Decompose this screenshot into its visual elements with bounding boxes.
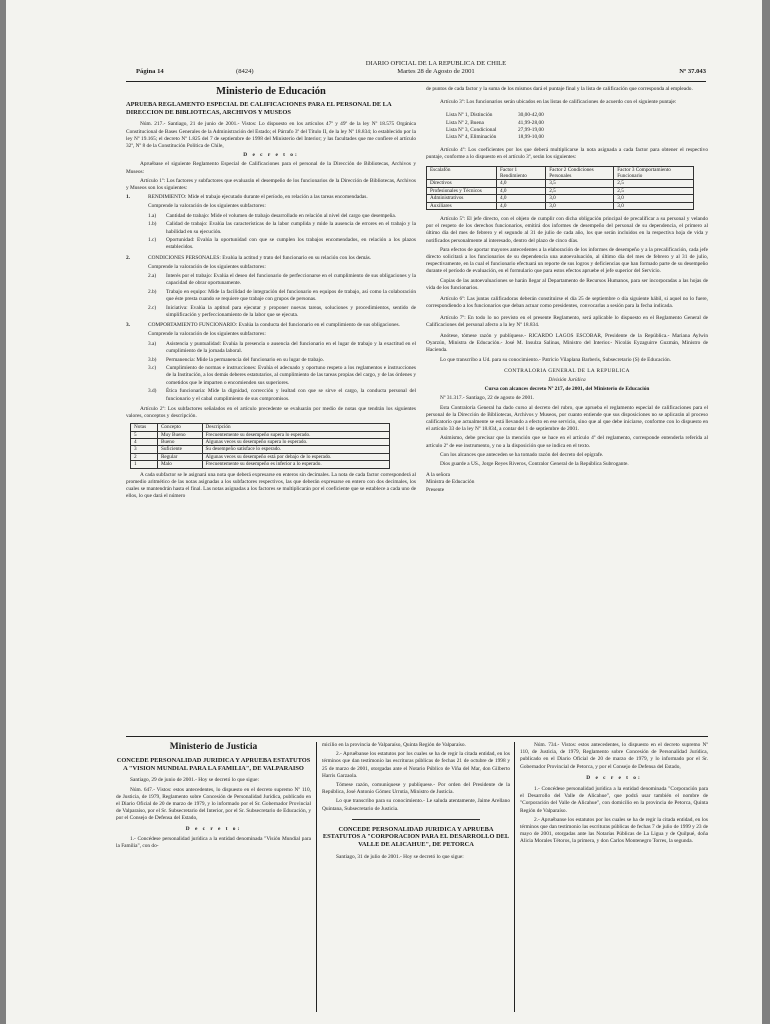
paragraph: Artículo 6º: Las juntas calificadoras deberán constituirse el día 25 de septiembre o día siguiente hábil, si aquel no lo fuere, correspondiendo a los funcionarios que deban actuar como presidentes, convocarlas a sesión para la fecha indicada. (426, 296, 708, 310)
paragraph: Con los alcances que anteceden se ha tomado razón del decreto del epígrafe. (440, 451, 604, 458)
paragraph: 2.- Apruébanse los estatutos por los cuales se ha de regir la citada entidad, en los términos que dan testimonio las escrituras públicas de fechas 21 de octubre de 1998 y 25 de marzo de 2001, otorgadas ante el Notario Público de Viña del Mar, don Gilberto Harris Garzaola. (322, 751, 510, 779)
paragraph: Artículo 5º: El jefe directo, con el objeto de cumplir con dicha obligación principal de precalificar a su personal y velando por el respeto de los derechos funcionarios, emitirá dos informes de desempeño del personal de su dependencia, el primero al último día del mes de febrero y el segundo al 31 de julio de cada año, los que serán incluidos en la respectiva hoja de vida y notificados personalmente al interesado, dentro del plazo de cinco días. (426, 216, 708, 244)
paragraph: 1.- Concédese personalidad jurídica a la entidad denominada "Visión Mundial para la Familia", con do- (116, 835, 311, 850)
subfactor-item: 3.a) Asistencia y puntualidad: Evalúa la presencia o ausencia del funcionario en el lugar de trabajo y la exactitud en el cumplimiento de la jornada laboral. (148, 340, 416, 354)
paragraph: Dios guarde a US., Jorge Reyes Riveros, Contralor General de la República Subrogante. (440, 460, 629, 467)
publication-title: DIARIO OFICIAL DE LA REPUBLICA DE CHILE (365, 60, 507, 67)
factor-item: 2. CONDICIONES PERSONALES: Evalúa la actitud y trato del funcionario en su relación con los demás. (126, 254, 372, 261)
subfactor-item: 1.c) Oportunidad: Evalúa la oportunidad con que se cumplen los trabajos encomendados, en relación a los plazos establecidos. (148, 237, 416, 251)
paragraph: Copias de las autoevaluaciones se harán llegar al Departamento de Recursos Humanos, para ser incorporadas a las hojas de vida de los funcionarios. (426, 277, 708, 291)
paragraph: Santiago, 29 de junio de 2001.- Hoy se decretó lo que sigue: (130, 777, 259, 784)
paragraph: Tómese razón, comuníquese y publíquese.- Por orden del Presidente de la República, José Antonio Gómez Urrutia, Ministro de Justicia. (322, 782, 510, 796)
table-row: Auxiliares 4,0 3,0 3,0 (427, 202, 694, 209)
table-row: Profesionales y Técnicos 4,0 2,5 2,5 (427, 187, 694, 194)
paragraph: Artículo 4º: Los coeficientes por los que deberá multiplicarse la nota asignada a cada factor para obtener el respectivo puntaje, conforme a lo dispuesto en el artículo 3º, serán los siguientes: (426, 147, 708, 161)
factor-note: Comprende la valoración de los siguientes subfactores: (148, 331, 266, 338)
table-row: Directivos 4,0 3,5 2,5 (427, 180, 694, 187)
list-item: Lista Nº 1, Distinción 30,00-42,00 (446, 112, 544, 119)
table-row: 5 Muy Bueno Frecuentemente su desempeño supera lo esperado. (131, 431, 390, 438)
paragraph: Núm. 734.- Vistos: estos antecedentes, lo dispuesto en el decreto supremo Nº 110, de Justicia, de 1979, Reglamento sobre Concesión de Personalidad Jurídica, publicado en el Diario Oficial de 20 de marzo de 1979, y lo informado por el Sr. Gobernador Provincial de Petorca, y por el Consejo de Defensa del Estado, (520, 742, 708, 770)
table-header: Factor 2 Condiciones Personales (546, 166, 614, 180)
paragraph: Esta Contraloría General ha dado curso al decreto del rubro, que aprueba el reglamento especial de calificaciones para el personal de la Dirección de Bibliotecas, Archivos y Museos, por cuanto entiende que sus disposiciones no se aplicarán al proceso calificatorio que actualmente se está llevando a efecto en ese servicio, sino que al que debe iniciarse, conforme con lo dispuesto en el artículo 33 de la ley Nº 18.834, a contar del 1 de septiembre de 2001. (426, 404, 708, 433)
paragraph: A cada subfactor se le asignará una nota que deberá expresarse en enteros sin decimales. La nota de cada factor corresponderá al promedio aritmético de las notas asignadas a los subfactores respectivos, las que deberán expresarse en entero con dos decimales, los cuales se mantendrán hasta el final. Las notas asignadas a los factores se multiplicarán por el coeficiente que se establece a cada uno de ellos, lo que dará el número (126, 471, 416, 500)
factor-item: 1. RENDIMIENTO: Mide el trabajo ejecutado durante el período, en relación a las tareas encomendadas. (126, 194, 368, 201)
ministry-title: Ministerio de Justicia (169, 742, 258, 752)
subfactor-item: 1.a) Cantidad de trabajo: Mide el volumen de trabajo desarrollado en relación al nivel del cargo que desempeña. (148, 212, 397, 219)
section-subtitle: Cursa con alcances decreto Nº 217, de 2001, del Ministerio de Educación (484, 386, 650, 393)
factor-note: Comprende la valoración de los siguientes subfactores: (148, 263, 266, 270)
subfactor-item: 2.c) Iniciativa: Evalúa la aptitud para ejecutar y proponer nuevas tareas, soluciones y procedimientos, sentido de simplificación y perfeccionamiento de la labor que se ejecuta. (148, 304, 416, 319)
factor-item: 3. COMPORTAMIENTO FUNCIONARIO: Evalúa la conducta del funcionario en el cumplimiento de sus obligaciones. (126, 322, 400, 329)
paragraph: Lo que transcribo a Ud. para su conocimiento.- Patricio Vilaplana Barberis, Subsecretario (S) de Educación. (440, 356, 672, 363)
table-header: Factor 3 Comportamiento Funcionario (614, 166, 694, 180)
paragraph: de puntos de cada factor y la suma de los mismos dará el puntaje final y la lista de calificación que corresponda al empleado. (426, 86, 693, 92)
table-row: 3 Suficiente Su desempeño satisface lo esperado. (131, 446, 390, 453)
paragraph: Apruébase el siguiente Reglamento Especial de Calificaciones para el personal de la Dirección de Bibliotecas, Archivos y Museos: (126, 161, 416, 175)
decree-heading: CONCEDE PERSONALIDAD JURIDICA Y APRUEBA ESTATUTOS A "CORPORACION PARA EL DESARROLLO DEL VALLE DE ALICAHUE", DE PETORCA (322, 825, 510, 849)
paragraph: Núm. 647.- Vistos: estos antecedentes, lo dispuesto en el decreto supremo Nº 110, de Justicia, de 1979, Reglamento sobre Concesión de Personalidad Jurídica, publicado en el Diario Oficial de 20 de marzo de 1979, y lo informado por el Sr. Gobernador Provincial de Valparaíso, por el Sr. Subsecretario del Interior, por el Sr. Subsecretario de Educación, y por el Consejo de Defensa del Estado, (116, 786, 311, 822)
subfactor-item: 1.b) Calidad de trabajo: Evalúa las características de la labor cumplida y mide la ausencia de errores en el trabajo y la habilidad en su ejecución. (148, 221, 416, 235)
header-rule (126, 81, 706, 82)
issue-number: Nº 37.043 (679, 68, 706, 75)
signatures: Anótese, tómese razón y publíquese.- RICARDO LAGOS ESCOBAR, Presidente de la República.- Mariana Aylwin Oyarzún, Ministra de Educación.- José M. Insulza Salinas, Ministro del Interior.- Nicolás Eyzaguirre Guzmán, Ministro de Hacienda. (426, 332, 708, 354)
list-item: Lista Nº 4, Eliminación 18,99-10,00 (446, 134, 544, 141)
table-header: Notas (131, 424, 158, 431)
table-row: 1 Malo Frecuentemente su desempeño es inferior a lo esperado. (131, 461, 390, 468)
table-header: Descripción (202, 424, 389, 431)
table-row: 4 Bueno Algunas veces su desempeño supera lo esperado. (131, 439, 390, 446)
paragraph: Núm. 217.- Santiago, 21 de junio de 2001.- Vistos: Lo dispuesto en los artículos 47º y 49º de la ley Nº 18.575 Orgánica Constitucional de Bases Generales de la Administración del Estado; el Párrafo 3º del Título II, de la ley Nº 18.834; lo establecido por la ley Nº 19.165; el decreto Nº 1.825 del 7 de septiembre de 1998 del Ministerio del Interior; y las facultades que me confiere el artículo 32º, Nº 8 de la Constitución Política de Chile, (126, 121, 416, 149)
decree-heading: CONCEDE PERSONALIDAD JURIDICA Y APRUEBA ESTATUTOS A "VISION MUNDIAL PARA LA FAMILIA", DE VALPARAISO (116, 757, 311, 772)
subfactor-item: 2.b) Trabajo en equipo: Mide la facilidad de integración del funcionario en equipos de trabajo, así como la colaboración que éste presta cuando se requiere que trabaje con grupos de personas. (148, 288, 416, 303)
justice-column-1 (116, 740, 311, 852)
page-header (116, 60, 706, 80)
paragraph: Para efectos de aportar mayores antecedentes a la elaboración de los informes de desempeño y a la precalificación, cada jefe directo solicitará a los funcionarios de su dependencia una autoevaluación, al último día del mes de febrero y al 31 de julio, respectivamente, en la cual el funcionario efectuará un reporte de sus logros y deficiencias que han formado parte de su desempeño durante el período de evaluación, en el formulario que para estos efectos apruebe el jefe superior del Servicio. (426, 246, 708, 275)
factor-note: Comprende la valoración de los siguientes subfactores: (148, 203, 266, 210)
grades-table (130, 423, 390, 468)
division-label: División Jurídica (548, 376, 586, 383)
decreto-label: D e c r e t o: (586, 774, 642, 781)
divider (352, 819, 480, 820)
table-row: 2 Regular Algunas veces su desempeño está por debajo de lo esperado. (131, 453, 390, 460)
decree-heading: APRUEBA REGLAMENTO ESPECIAL DE CALIFICACIONES PARA EL PERSONAL DE LA DIRECCION DE BIBLIOTECAS, ARCHIVOS Y MUSEOS (126, 101, 392, 116)
section-rule (126, 736, 708, 737)
justice-column-3 (520, 742, 708, 848)
list-item: Lista Nº 3, Condicional 27,99-19,00 (446, 126, 544, 133)
paragraph: micilio en la provincia de Valparaíso, Quinta Región de Valparaíso. (322, 742, 466, 748)
subfactor-item: 2.a) Interés por el trabajo: Evalúa el deseo del funcionario de perfeccionarse en el cumplimiento de sus obligaciones y la capacidad de obrar oportunamente. (148, 273, 416, 287)
table-header: Factor 1 Rendimiento (497, 166, 546, 180)
table-row: Administrativos 4,0 3,0 3,0 (427, 195, 694, 202)
paragraph: Asimismo, debe precisar que la mención que se hace en el artículo 4º del reglamento, corresponde entenderla referida al artículo 2º de ese instrumento, y no a la disposición que se indica en el texto. (426, 435, 708, 449)
paragraph: Santiago, 31 de julio de 2001.- Hoy se decretó lo que sigue: (336, 853, 464, 860)
paragraph: Artículo 2º: Los subfactores señalados en el artículo precedente se evaluarán por medio de notas que tendrán los siguientes valores, conceptos y descripción. (126, 405, 416, 419)
score-list (426, 112, 708, 141)
paragraph: 1.- Concédese personalidad jurídica a la entidad denominada "Corporación para el Desarrollo del Valle de Alicahue", que podrá usar también el nombre de "Corporación del Valle de Alicahue", con domicilio en la provincia de Petorca, Quinta Región de Valparaíso. (520, 786, 708, 814)
column-rule (316, 742, 317, 1012)
coefficients-table (426, 166, 694, 210)
paragraph: Artículo 7º: En todo lo no previsto en el presente Reglamento, será aplicable lo dispuesto en el Reglamento General de Calificaciones del personal afecto a la ley Nº 18.834. (426, 314, 708, 328)
subfactor-item: 3.d) Ética funcionaria: Mide la dignidad, corrección y lealtad con que se sirve el cargo, la conducta personal del funcionario y el cabal cumplimiento de sus compromisos. (148, 388, 416, 402)
table-header: Concepto (157, 424, 202, 431)
subfactor-item: 3.b) Permanencia: Mide la permanencia del funcionario en su lugar de trabajo. (148, 356, 325, 363)
newspaper-page (6, 0, 762, 1024)
address-line: Ministra de Educación (426, 479, 475, 486)
decree-continuation-column (426, 86, 708, 496)
paragraph: Lo que transcribo para su conocimiento.- Le saluda atentamente, Jaime Arellano Quintana, Subsecretario de Justicia. (322, 798, 510, 812)
address-line: A la señora (426, 472, 451, 479)
publication-date: Martes 28 de Agosto de 2001 (397, 68, 475, 75)
address-line: Presente (426, 486, 445, 493)
table-header: Escalafón (427, 166, 497, 180)
decreto-label: D e c r e t o: (185, 825, 242, 832)
list-item: Lista Nº 2, Buena 41,99-28,00 (446, 119, 544, 126)
ministry-title: Ministerio de Educación (216, 86, 326, 97)
justice-column-2 (322, 742, 510, 863)
decreto-label: D e c r e t o: (243, 152, 299, 159)
column-rule (514, 742, 515, 1012)
paragraph: Artículo 3º: Los funcionarios serán ubicados en las listas de calificaciones de acuerdo con el siguiente puntaje: (440, 99, 677, 106)
education-column (126, 84, 416, 502)
subfactor-item: 3.c) Cumplimiento de normas e instrucciones: Evalúa el adecuado y oportuno respeto a los reglamentos e instrucciones de la Institución, a los demás deberes estatutarios, al cumplimiento de las tareas propias del cargo, y de las órdenes y cometidos que le imparten o encomienden sus superiores. (148, 365, 416, 386)
paragraph: Nº 31.317.- Santiago, 22 de agosto de 2001. (440, 395, 535, 402)
section-title: CONTRALORIA GENERAL DE LA REPUBLICA (504, 367, 630, 374)
paragraph: Artículo 1º: Los factores y subfactores que evaluarán el desempeño de los funcionarios de la Dirección de Bibliotecas, Archivos y Museos son los siguientes: (126, 177, 416, 192)
page-number: Página 14 (136, 68, 164, 75)
edition-code: (8424) (236, 68, 254, 75)
paragraph: 2.- Apruébanse los estatutos por los cuales se ha de regir la citada entidad, en los términos que dan testimonio las escrituras públicas de fechas 7 de julio de 1999 y 23 de mayo de 2001, otorgadas ante las Notarías Públicas de La Ligua y de Quilpué, doña Alicia Morales Tétoros, la primera, y don Carlos Montenegro Torres, la segunda. (520, 816, 708, 845)
